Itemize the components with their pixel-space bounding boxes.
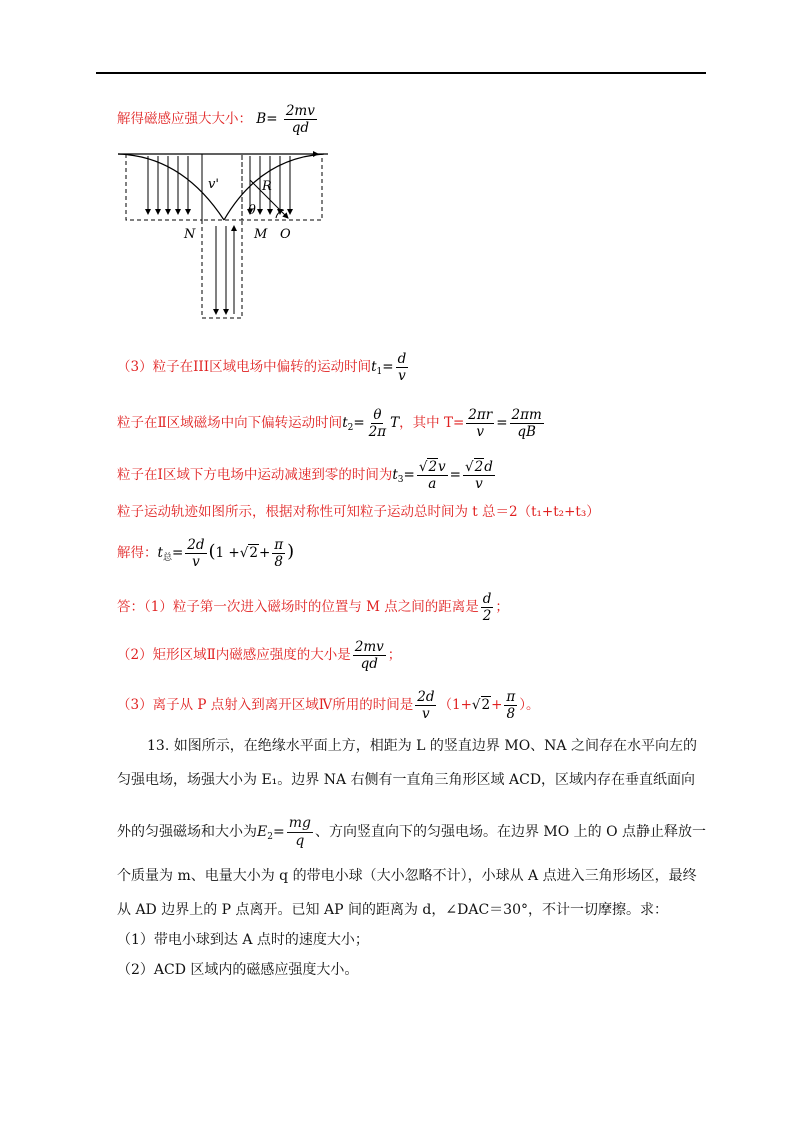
result-sub: 总 <box>162 553 172 564</box>
answer-3-plus: + <box>491 697 503 714</box>
answer-3-open: （1+ <box>438 697 472 714</box>
b-den: qd <box>291 120 309 137</box>
e2-den: q <box>295 832 305 849</box>
t2-prefix: 粒子在Ⅱ区域磁场中向下偏转运动时间 <box>117 415 343 432</box>
answer-3-eight: 8 <box>506 706 516 723</box>
b-fraction <box>284 104 317 135</box>
b-prefix: 解得磁感应强大大小： <box>117 111 252 128</box>
t2-line: 粒子在Ⅱ区域磁场中向下偏转运动时间$t_2=$ $\frac{\theta}{2\pi}$ T，其中 T= $\frac{2\pi r}{v}$ = $\frac{2\pi m}{qB}$ <box>117 407 542 441</box>
answer-3-close: ）。 <box>519 697 540 714</box>
answer-3-pi: π <box>506 689 516 705</box>
answer-3-prefix: （3）离子从 P 点射入到离开区域Ⅳ所用的时间是 <box>117 697 414 714</box>
answer-2-suffix: ； <box>387 647 402 664</box>
period-den-2: qB <box>517 424 536 441</box>
answer-3-fraction <box>415 690 436 721</box>
answer-1-suffix: ； <box>495 599 509 616</box>
label-v: v' <box>208 177 219 192</box>
answer-1-num: d <box>482 591 492 607</box>
answer-2 <box>117 640 401 671</box>
b-var: B <box>256 111 267 128</box>
t2-sub: 2 <box>347 423 354 434</box>
problem-13-line-1: 13. 如图所示，在绝缘水平面上方，相距为 L 的竖直边界 MO、NA 之间存在水平向左的 <box>147 738 697 754</box>
answer-1 <box>117 592 509 623</box>
t1-den: v <box>398 368 406 385</box>
line-3-suffix: 、方向竖直向下的匀强电场。在边界 MO 上的 O 点静止释放一 <box>314 824 707 841</box>
t3-sqrt-2: 2 <box>474 459 484 475</box>
t2-t: T <box>390 415 400 432</box>
answer-3-pi-fraction <box>504 690 517 721</box>
result-one: 1 + <box>215 545 240 562</box>
problem-13-line-3: 外的匀强磁场和大小为$E_2=$ $\frac{mg}{q}$ 、方向竖直向下的匀强电场。在边界 MO 上的 O 点静止释放一 <box>117 815 707 849</box>
t3-num-2-var: d <box>484 459 493 475</box>
result-eight: 8 <box>274 554 283 571</box>
result-t: t <box>157 545 163 562</box>
result-pi-fraction <box>272 538 285 569</box>
answer-3-den: v <box>422 706 430 723</box>
result-num: 2d <box>187 537 205 553</box>
t3-den-1: a <box>428 476 437 493</box>
t3-fraction-1 <box>417 460 448 491</box>
t3-den-2: v <box>475 476 483 493</box>
problem-13-line-2: 匀强电场，场强大小为 E₁。边界 NA 右侧有一直角三角形区域 ACD，区域内存在垂直纸面向 <box>117 772 696 788</box>
result-plus: + <box>258 545 271 562</box>
t1-fraction <box>396 352 409 383</box>
t3-fraction-2 <box>463 460 495 491</box>
b-num: 2mv <box>285 103 315 119</box>
result-prefix: 解得： <box>117 545 158 562</box>
label-r: R <box>262 179 272 194</box>
label-n: N <box>184 227 196 242</box>
t2-num: θ <box>373 407 382 423</box>
t3-line: 粒子在Ⅰ区域下方电场中运动减速到零的时间为$t_3=$ $\frac{√2v}{a}$ = $\frac{√2d}{v}$ <box>117 459 493 493</box>
t1-sub: 1 <box>376 367 383 378</box>
answer-3-num: 2d <box>417 689 435 705</box>
result-pi: π <box>274 537 284 553</box>
answer-3-sqrt: 2 <box>481 697 491 714</box>
total-time-statement: 粒子运动轨迹如图所示，根据对称性可知粒子运动总时间为 t 总＝2（t₁+t₂+t₃） <box>117 504 600 520</box>
problem-13-line-4: 个质量为 m、电量大小为 q 的带电小球（大小忽略不计），小球从 A 点进入三角形场区，最终 <box>117 868 697 884</box>
result-den: v <box>192 554 200 571</box>
period-num-1: 2πr <box>468 407 493 423</box>
answer-1-den: 2 <box>482 608 492 625</box>
answer-1-prefix: 答：（1）粒子第一次进入磁场时的位置与 M 点之间的距离是 <box>117 599 479 616</box>
answer-1-fraction <box>481 592 494 623</box>
trajectory-diagram <box>110 146 330 326</box>
period-num-2: 2πm <box>511 407 542 423</box>
answer-2-prefix: （2）矩形区域Ⅱ内磁感应强度的大小是 <box>117 647 351 664</box>
field-arrows-left <box>148 156 188 214</box>
period-fraction-1 <box>466 408 494 439</box>
problem-13-line-5: 从 AD 边界上的 P 点离开。已知 AP 间的距离为 d，∠DAC＝30°，不计一切摩擦。求： <box>117 902 668 918</box>
answer-2-num: 2mv <box>354 639 384 655</box>
region-left-box <box>126 154 202 220</box>
lower-channel <box>202 220 242 318</box>
label-o: O <box>280 227 291 242</box>
total-time-result: 解得：$t_总=$ $\frac{2d}{v}$ (1 +√2+ $\frac{\pi}{8}$ ) <box>117 537 295 571</box>
answer-2-fraction <box>353 640 386 671</box>
t3-num-1: √2v <box>418 459 446 475</box>
label-m: M <box>254 227 268 242</box>
b-result-line: 解得磁感应强大大小： B= $\frac{2mv}{qd}$ <box>117 103 315 137</box>
t1-prefix: （3）粒子在III区域电场中偏转的运动时间 <box>117 359 372 376</box>
period-fraction-2 <box>510 408 544 439</box>
result-sqrt: 2 <box>249 545 258 562</box>
period-den-1: v <box>476 424 485 441</box>
t3-num-1-var: v <box>438 459 446 475</box>
e2-var: E <box>257 824 268 841</box>
t1-line: （3）粒子在III区域电场中偏转的运动时间$t_1=$ $\frac{d}{v}$ <box>117 351 407 385</box>
t3-sub: 3 <box>397 475 404 486</box>
e2-num: mg <box>288 815 311 831</box>
t2-fraction <box>367 408 388 439</box>
t3-num-2: √2d <box>464 459 493 475</box>
t1-var: t <box>371 359 377 376</box>
t2-den: 2π <box>368 424 387 441</box>
trajectory-arc-right <box>224 154 324 220</box>
e2-sub: 2 <box>267 832 273 843</box>
t3-prefix: 粒子在Ⅰ区域下方电场中运动减速到零的时间为 <box>117 467 393 484</box>
header-rule <box>96 72 706 74</box>
answer-3: （3）离子从 P 点射入到离开区域Ⅳ所用的时间是 $\frac{2d}{v}$ （1+√2+ $\frac{\pi}{8}$ ）。 <box>117 689 540 723</box>
question-1: （1）带电小球到达 A 点时的速度大小； <box>117 932 369 948</box>
t1-num: d <box>397 351 407 367</box>
line-3-prefix: 外的匀强磁场和大小为 <box>117 824 257 841</box>
result-fraction <box>185 538 206 569</box>
answer-2-den: qd <box>360 656 378 673</box>
t2-mid: ，其中 T= <box>399 415 465 432</box>
t3-sqrt-1: 2 <box>428 459 438 475</box>
label-theta: θ <box>248 203 256 218</box>
e2-fraction <box>287 816 313 848</box>
question-2: （2）ACD 区域内的磁感应强度大小。 <box>117 962 359 978</box>
t2-var: t <box>342 415 348 432</box>
t3-var: t <box>392 467 398 484</box>
